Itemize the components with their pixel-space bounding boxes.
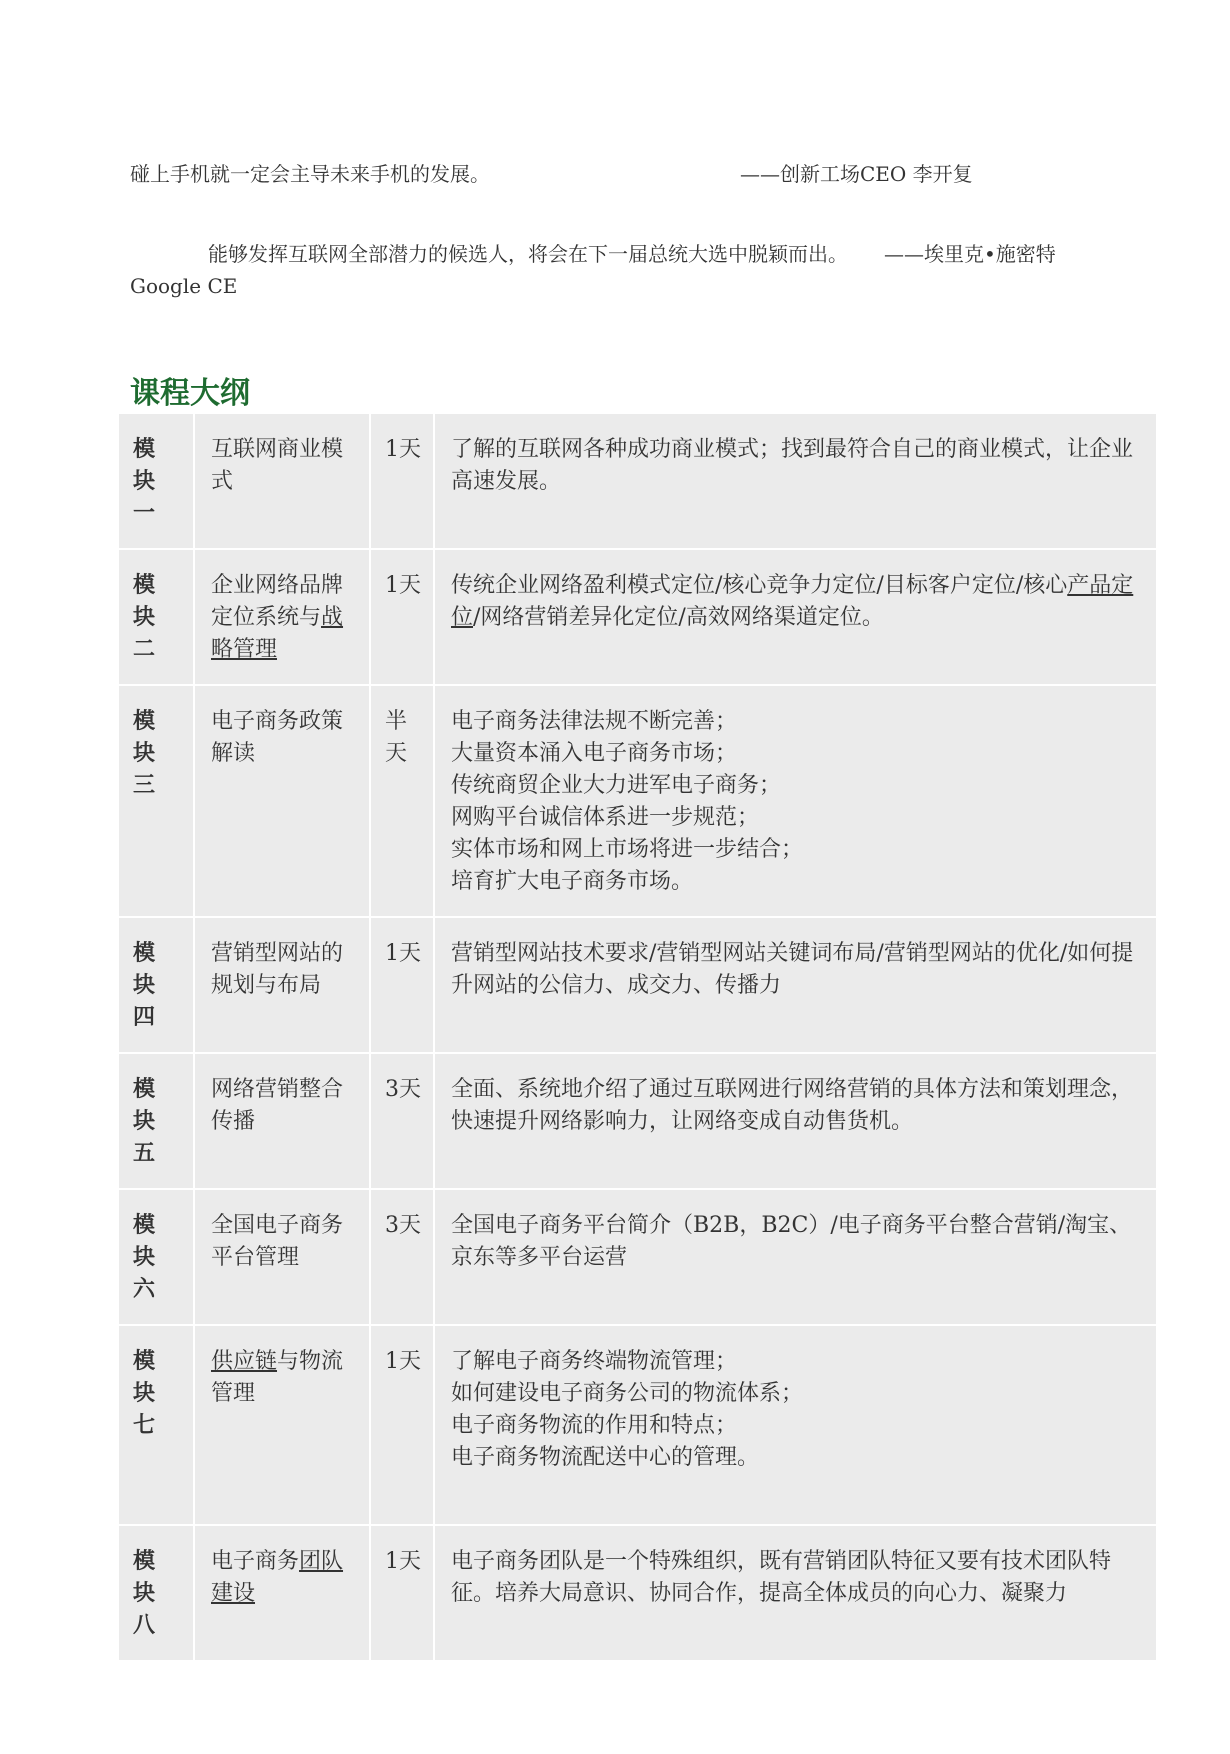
module-name: 全国电子商务平台管理 <box>195 1190 369 1324</box>
module-duration: 1天 <box>371 550 433 684</box>
module-name <box>195 1326 369 1524</box>
quote-attribution: ——埃里克•施密特 Google CE <box>130 242 1056 298</box>
description-line: 实体市场和网上市场将进一步结合； <box>451 837 804 862</box>
quote-text: 能够发挥互联网全部潜力的候选人，将会在下一届总统大选中脱颖而出。 <box>208 242 848 266</box>
quote-attribution: ——创新工场CEO 李开复 <box>740 162 973 186</box>
quote-kaifu-lee <box>130 158 1110 190</box>
module-name-part: 电子商务 <box>211 1549 300 1574</box>
module-name: 互联网商业模式 <box>195 414 369 548</box>
description-line: 了解电子商务终端物流管理； <box>451 1349 738 1374</box>
module-name <box>195 550 369 684</box>
description-spacer <box>451 1474 1142 1506</box>
module-label-cell <box>119 686 193 916</box>
table-row <box>119 1054 1156 1188</box>
module-label: 模块八 <box>133 1549 156 1638</box>
description-part: /网络营销差异化定位/高效网络渠道定位。 <box>473 605 884 630</box>
quote-eric-schmidt <box>130 238 1130 302</box>
module-duration: 1天 <box>371 1526 433 1660</box>
module-label: 模块二 <box>133 573 156 662</box>
module-name-link[interactable]: 团队建设 <box>211 1549 344 1606</box>
module-duration: 半天 <box>385 709 408 766</box>
module-duration-cell <box>371 686 433 916</box>
table-row <box>119 550 1156 684</box>
module-duration: 3天 <box>371 1054 433 1188</box>
module-name: 电子商务政策解读 <box>195 686 369 916</box>
description-line: 大量资本涌入电子商务市场； <box>451 741 738 766</box>
quote-text: 碰上手机就一定会主导未来手机的发展。 <box>130 162 490 186</box>
module-duration: 1天 <box>371 918 433 1052</box>
description-line: 电子商务法律法规不断完善； <box>451 709 738 734</box>
description-line: 电子商务物流的作用和特点； <box>451 1413 738 1438</box>
description-link[interactable]: 产品定位 <box>451 573 1134 630</box>
module-label-cell <box>119 1054 193 1188</box>
module-label: 模块一 <box>133 437 156 526</box>
module-label-cell <box>119 918 193 1052</box>
table-row <box>119 686 1156 916</box>
section-title: 课程大纲 <box>130 376 250 411</box>
module-label-cell <box>119 1190 193 1324</box>
table-row <box>119 1326 1156 1524</box>
module-name-part: 与物流管理 <box>211 1349 344 1406</box>
module-name: 营销型网站的规划与布局 <box>195 918 369 1052</box>
table-row <box>119 918 1156 1052</box>
module-duration: 3天 <box>371 1190 433 1324</box>
description-line: 传统商贸企业大力进军电子商务； <box>451 773 782 798</box>
module-duration: 1天 <box>371 414 433 548</box>
description-line: 电子商务物流配送中心的管理。 <box>451 1445 760 1470</box>
module-description <box>435 686 1156 916</box>
module-description: 全国电子商务平台简介（B2B，B2C）/电子商务平台整合营销/淘宝、京东等多平台运营 <box>435 1190 1156 1324</box>
module-description: 营销型网站技术要求/营销型网站关键词布局/营销型网站的优化/如何提升网站的公信力、成交力、传播力 <box>435 918 1156 1052</box>
module-description: 了解的互联网各种成功商业模式；找到最符合自己的商业模式，让企业高速发展。 <box>435 414 1156 548</box>
module-label-cell <box>119 550 193 684</box>
module-description <box>435 550 1156 684</box>
module-label-cell <box>119 1526 193 1660</box>
description-line: 培育扩大电子商务市场。 <box>451 869 694 894</box>
module-description: 电子商务团队是一个特殊组织，既有营销团队特征又要有技术团队特征。培养大局意识、协同合作，提高全体成员的向心力、凝聚力 <box>435 1526 1156 1660</box>
description-line: 网购平台诚信体系进一步规范； <box>451 805 760 830</box>
course-outline-table <box>117 412 1158 1662</box>
module-label: 模块五 <box>133 1077 156 1166</box>
module-label: 模块三 <box>133 709 156 798</box>
description-line: 如何建设电子商务公司的物流体系； <box>451 1381 804 1406</box>
module-description: 全面、系统地介绍了通过互联网进行网络营销的具体方法和策划理念，快速提升网络影响力，让网络变成自动售货机。 <box>435 1054 1156 1188</box>
module-name-link[interactable]: 战略管理 <box>211 605 344 662</box>
module-label: 模块六 <box>133 1213 156 1302</box>
description-part: 传统企业网络盈利模式定位/核心竞争力定位/目标客户定位/核心 <box>451 573 1068 598</box>
module-label: 模块七 <box>133 1349 156 1438</box>
module-name-part: 企业网络品牌定位系统与 <box>211 573 344 630</box>
module-name-link[interactable]: 供应链 <box>211 1349 278 1374</box>
module-label-cell <box>119 1326 193 1524</box>
table-row <box>119 414 1156 548</box>
module-label-cell <box>119 414 193 548</box>
module-name <box>195 1526 369 1660</box>
module-description <box>435 1326 1156 1524</box>
module-name: 网络营销整合传播 <box>195 1054 369 1188</box>
module-duration: 1天 <box>371 1326 433 1524</box>
module-label: 模块四 <box>133 941 156 1030</box>
table-row <box>119 1190 1156 1324</box>
table-row <box>119 1526 1156 1660</box>
